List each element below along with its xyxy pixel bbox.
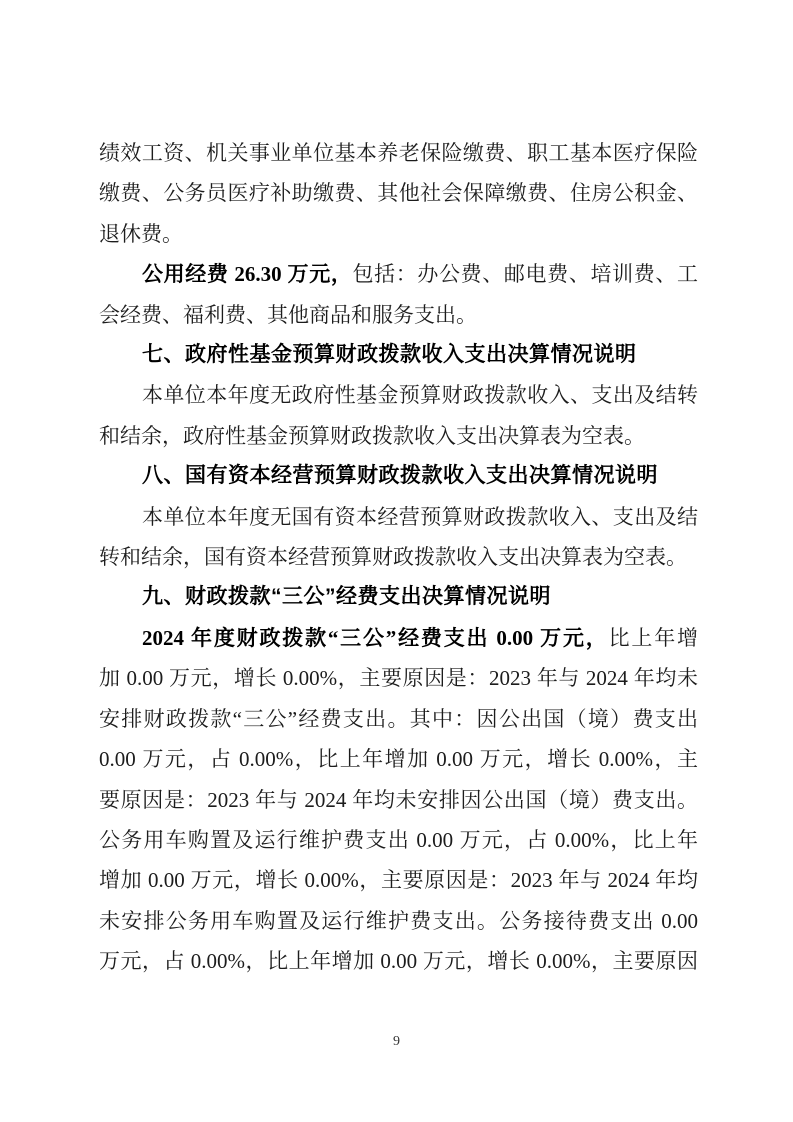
text-segment: 本单位本年度无政府性基金预算财政拨款收入、支出及结转: [142, 383, 698, 408]
text-segment: 本单位本年度无国有资本经营预算财政拨款收入、支出及结: [142, 504, 698, 529]
text-line: [99, 133, 698, 173]
text-line: [99, 618, 698, 658]
text-segment: 公务用车购置及运行维护费支出 0.00 万元，占 0.00%，比上年: [99, 827, 698, 852]
text-line: [99, 699, 698, 739]
text-line: [99, 173, 698, 213]
text-line: [99, 739, 698, 779]
text-segment: 绩效工资、机关事业单位基本养老保险缴费、职工基本医疗保险: [99, 141, 698, 165]
section-heading: [99, 335, 698, 375]
document-body: [99, 133, 698, 982]
text-segment: 会经费、福利费、其他商品和服务支出。: [99, 302, 477, 327]
text-segment: 转和结余，国有资本经营预算财政拨款收入支出决算表为空表。: [99, 545, 687, 570]
text-line: [99, 941, 698, 981]
text-segment: 包括：办公费、邮电费、培训费、工: [352, 262, 698, 287]
text-segment: 安排财政拨款“三公”经费支出。其中：因公出国（境）费支出: [99, 706, 698, 731]
text-line: [99, 375, 698, 415]
text-line: [99, 860, 698, 900]
page-number: 9: [393, 1034, 400, 1049]
text-segment: 缴费、公务员医疗补助缴费、其他社会保障缴费、住房公积金、: [99, 181, 698, 206]
text-segment: 万元，占 0.00%，比上年增加 0.00 万元，增长 0.00%，主要原因: [99, 949, 698, 974]
text-line: [99, 214, 698, 254]
text-line: [99, 780, 698, 820]
text-line: [99, 254, 698, 294]
text-segment: 退休费。: [99, 221, 183, 246]
text-segment: 九、财政拨款“三公”经费支出决算情况说明: [142, 585, 551, 609]
text-segment: 0.00 万元，占 0.00%，比上年增加 0.00 万元，增长 0.00%，主: [99, 747, 698, 772]
text-line: [99, 497, 698, 537]
text-line: [99, 901, 698, 941]
text-line: [99, 416, 698, 456]
text-segment: 未安排公务用车购置及运行维护费支出。公务接待费支出 0.00: [99, 908, 698, 933]
text-segment: 要原因是：2023 年与 2024 年均未安排因公出国（境）费支出。: [99, 787, 698, 812]
text-segment: 公用经费 26.30 万元，: [142, 262, 353, 287]
text-line: [99, 820, 698, 860]
text-segment: 比上年增: [608, 625, 699, 650]
text-segment: 加 0.00 万元，增长 0.00%，主要原因是：2023 年与 2024 年均未: [99, 666, 698, 691]
text-segment: 七、政府性基金预算财政拨款收入支出决算情况说明: [142, 343, 637, 367]
text-line: [99, 295, 698, 335]
text-line: [99, 658, 698, 698]
text-segment: 和结余，政府性基金预算财政拨款收入支出决算表为空表。: [99, 423, 645, 448]
text-line: [99, 537, 698, 577]
section-heading: [99, 577, 698, 617]
section-heading: [99, 456, 698, 496]
text-segment: 增加 0.00 万元，增长 0.00%，主要原因是：2023 年与 2024 年均: [99, 868, 698, 893]
text-segment: 八、国有资本经营预算财政拨款收入支出决算情况说明: [142, 464, 658, 488]
text-segment: 2024 年度财政拨款“三公”经费支出 0.00 万元，: [142, 625, 609, 650]
